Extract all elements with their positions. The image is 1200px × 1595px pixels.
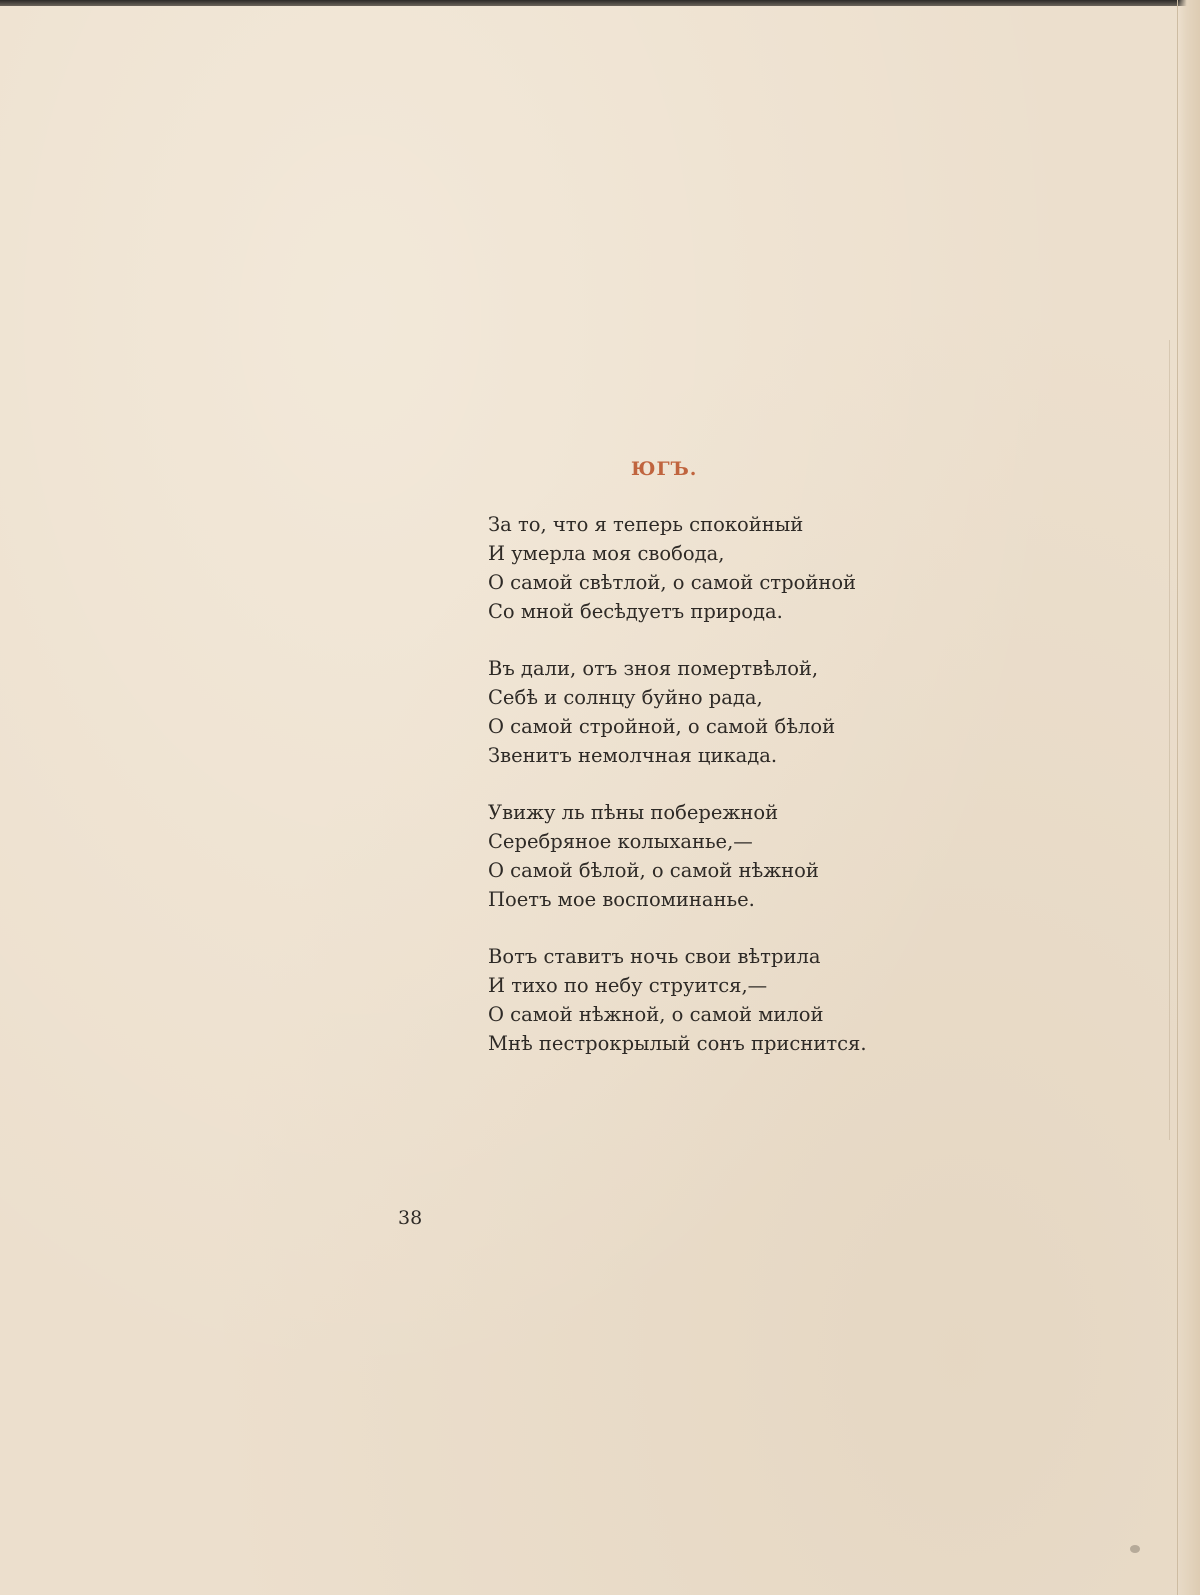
page-right-edge — [1177, 0, 1200, 1595]
page-top-edge — [0, 0, 1200, 6]
paper-blemish — [1130, 1545, 1140, 1553]
poem-line: О самой нѣжной, о самой милой — [488, 1003, 824, 1026]
poem-line: Поетъ мое воспоминанье. — [488, 888, 755, 911]
poem-line: И умерла моя свобода, — [488, 542, 725, 565]
stanza-1 — [488, 510, 908, 626]
poem-line: Увижу ль пѣны побережной — [488, 801, 779, 824]
poem-line: За то, что я теперь спокойный — [488, 513, 804, 536]
page-number: 38 — [398, 1207, 423, 1229]
poem-line: Въ дали, отъ зноя помертвѣлой, — [488, 657, 819, 680]
poem-line: О самой свѣтлой, о самой стройной — [488, 571, 857, 594]
stanza-2 — [488, 654, 908, 770]
poem-line: И тихо по небу струится,— — [488, 974, 768, 997]
poem-line: Со мной бесѣдуетъ природа. — [488, 600, 783, 623]
poem-line: Вотъ ставитъ ночь свои вѣтрила — [488, 945, 821, 968]
poem-line: О самой стройной, о самой бѣлой — [488, 715, 836, 738]
poem-line: О самой бѣлой, о самой нѣжной — [488, 859, 819, 882]
poem-body — [488, 510, 908, 1086]
poem-line: Звенитъ немолчная цикада. — [488, 744, 778, 767]
stanza-4 — [488, 942, 908, 1058]
stanza-3 — [488, 798, 908, 914]
poem-line: Серебряное колыханье,— — [488, 830, 753, 853]
page-fold-line — [1169, 340, 1170, 1140]
poem-line: Мнѣ пестрокрылый сонъ приснится. — [488, 1032, 867, 1055]
poem-title: ЮГЪ. — [631, 458, 698, 480]
poem-line: Себѣ и солнцу буйно рада, — [488, 686, 763, 709]
